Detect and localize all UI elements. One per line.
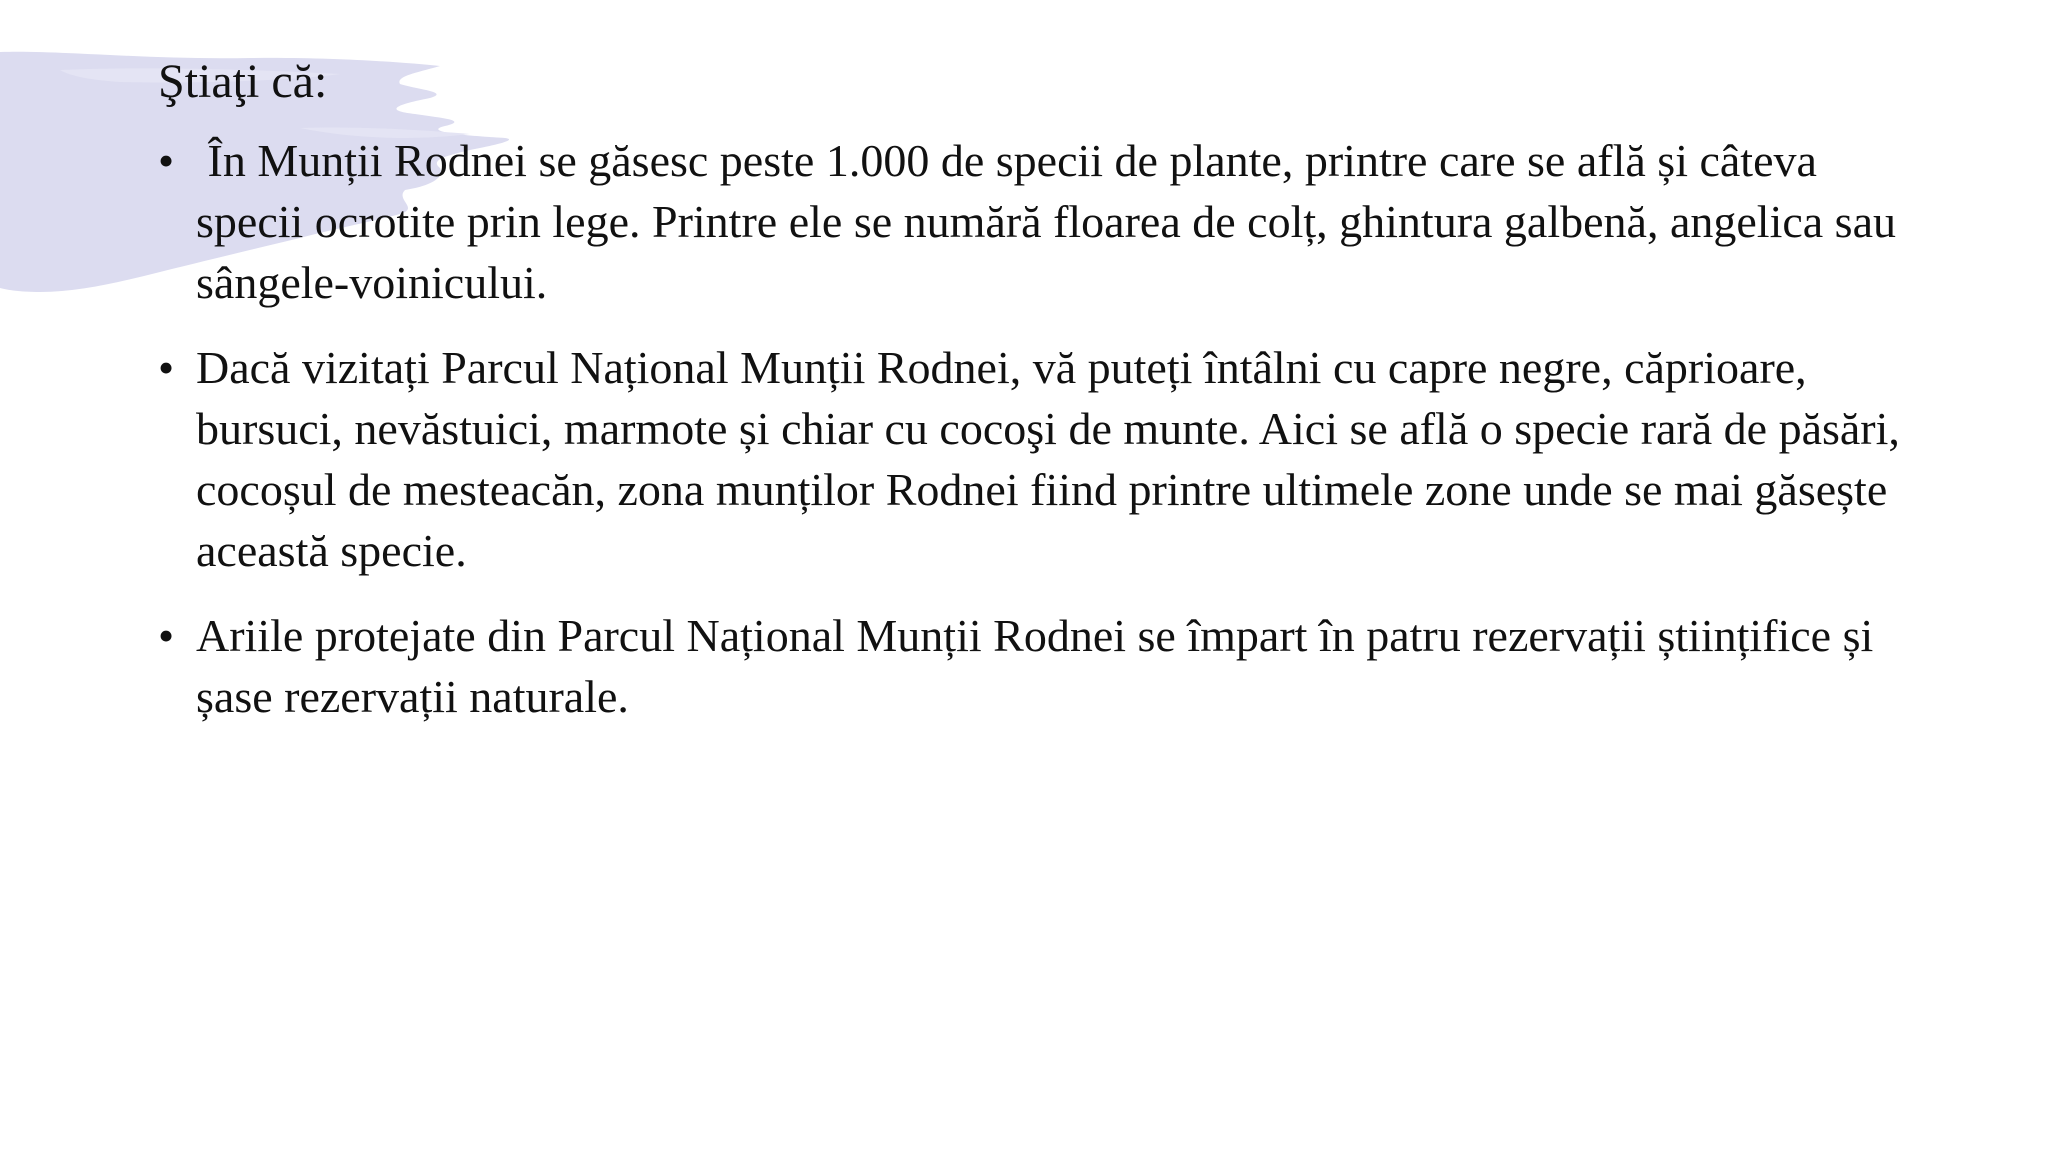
- bullet-text: Ariile protejate din Parcul Național Munții Rodnei se împart în patru rezervații științifice și șase rezervații naturale.: [196, 610, 1874, 722]
- bullet-icon: •: [158, 342, 175, 393]
- bullet-text: Dacă vizitați Parcul Național Munții Rodnei, vă puteți întâlni cu capre negre, căprioare, bursuci, nevăstuici, marmote și chiar cu cocoşi de munte. Aici se află o specie rară de păsări, cocoșul de mesteacăn, zona munților Rodnei fiind printre ultimele zone unde se mai găsește această specie.: [196, 342, 1900, 576]
- bullet-icon: •: [158, 135, 175, 186]
- bullet-item: [158, 130, 1918, 313]
- slide-heading: Ştiaţi că:: [158, 55, 328, 108]
- bullet-list: [158, 130, 1918, 727]
- slide-content: [158, 50, 1918, 751]
- bullet-icon: •: [158, 610, 175, 661]
- bullet-item: [158, 605, 1918, 727]
- bullet-item: [158, 337, 1918, 581]
- bullet-text: În Munții Rodnei se găsesc peste 1.000 de specii de plante, printre care se află și câteva specii ocrotite prin lege. Printre ele se numără floarea de colț, ghintura galbenă, angelica sau sângele-voinicului.: [196, 135, 1908, 308]
